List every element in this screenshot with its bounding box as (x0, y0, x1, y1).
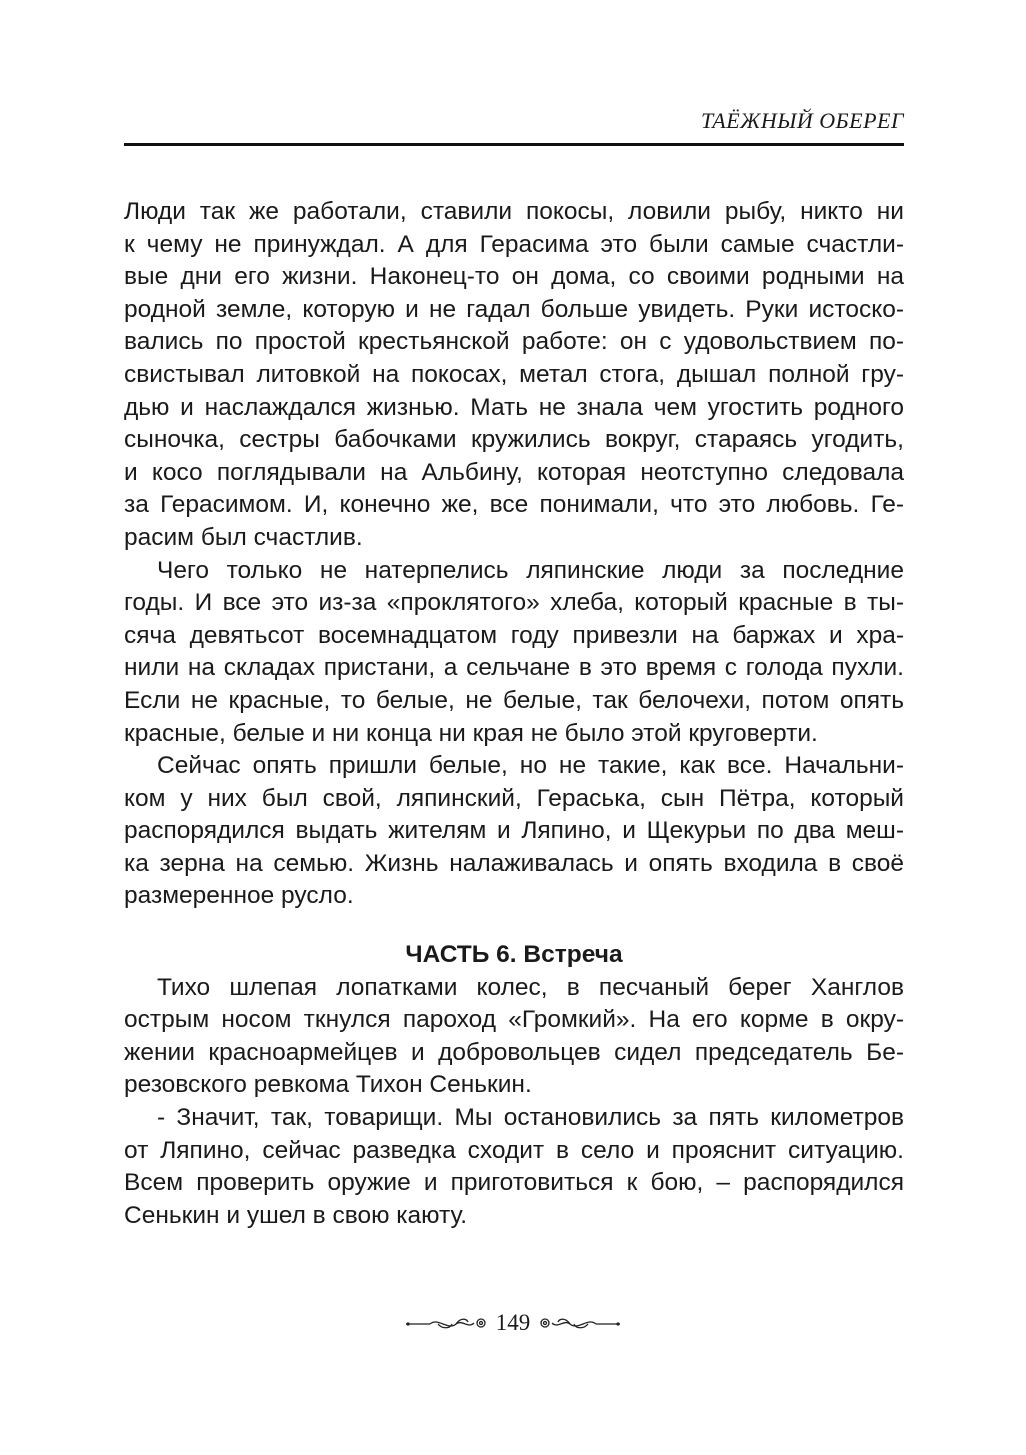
text-line: Сенькин и ушел в свою каюту. (124, 1201, 468, 1229)
text-line: к чему не принуждал. А для Герасима это были самые счастли- (124, 230, 904, 258)
running-header: ТАЁЖНЫЙ ОБЕРЕГ (700, 108, 904, 133)
text-line: красные, белые и ни конца ни края не было этой круговерти. (124, 719, 818, 747)
text-line: расим был счастлив. (124, 523, 363, 551)
text-line: Чего только не натерпелись ляпинские люди за последние (157, 556, 904, 584)
text-line: нили на складах пристани, а сельчане в это время с голода пухли. (124, 654, 904, 682)
text-line: свистывал литовкой на покосах, метал стога, дышал полной гру- (124, 360, 904, 388)
text-line: сяча девятьсот восемнадцатом году привезли на баржах и хра- (124, 621, 904, 649)
text-line: от Ляпино, сейчас разведка сходит в село и прояснит ситуацию. (124, 1136, 904, 1164)
text-line: Если не красные, то белые, не белые, так белочехи, потом опять (124, 686, 904, 714)
page-number: 149 (495, 1310, 531, 1335)
text-line: Люди так же работали, ставили покосы, ловили рыбу, никто ни (124, 198, 904, 225)
paragraph-2 (124, 555, 904, 751)
text-line: Сейчас опять пришли белые, но не такие, как все. Начальни- (157, 752, 904, 780)
text-line: распорядился выдать жителям и Ляпино, и Щекурьи по два меш- (124, 817, 904, 845)
paragraph-3 (124, 750, 904, 913)
text-line: Тихо шлепая лопатками колес, в песчаный берег Ханглов (157, 973, 904, 1001)
text-line: острым носом ткнулся пароход «Громкий». На его корме в окру- (124, 1006, 904, 1034)
text-line: - Значит, так, товарищи. Мы остановились за пять километров (157, 1104, 904, 1132)
text-line: и косо поглядывали на Альбину, которая неотступно следовала (124, 458, 904, 486)
paragraph-1 (124, 196, 904, 555)
text-line: размеренное русло. (124, 882, 354, 910)
text-line: резовского ревкома Тихон Сенькин. (124, 1071, 532, 1099)
text-line: родной земле, которую и не гадал больше увидеть. Руки истоско- (124, 295, 904, 323)
text-line: вые дни его жизни. Наконец-то он дома, со своими родными на (124, 263, 904, 291)
text-line: за Герасимом. И, конечно же, все понимали, что это любовь. Ге- (124, 491, 904, 519)
spacer (124, 913, 904, 939)
text-line: сыночка, сестры бабочками кружились вокруг, стараясь угодить, (124, 426, 904, 454)
paragraph-4 (124, 972, 904, 1102)
page-folio (404, 1309, 622, 1339)
text-line: ка зерна на семью. Жизнь налаживалась и опять входила в своё (124, 849, 904, 877)
header-rule (124, 143, 904, 146)
chapter-heading: ЧАСТЬ 6. Встреча (405, 941, 623, 969)
text-line: жении красноармейцев и добровольцев сидел председатель Бе- (124, 1038, 904, 1066)
text-line: дью и наслаждался жизнью. Мать не знала чем угостить родного (124, 393, 904, 421)
paragraph-5 (124, 1102, 904, 1232)
body-text (124, 196, 904, 1232)
text-line: ком у них был свой, ляпинский, Гераська, сын Пётра, который (124, 784, 904, 812)
text-line: Всем проверить оружие и приготовиться к бою, – распорядился (124, 1169, 904, 1197)
text-line: вались по простой крестьянской работе: он с удовольствием по- (124, 328, 904, 356)
text-line: годы. И все это из-за «проклятого» хлеба, который красные в ты- (124, 589, 904, 617)
